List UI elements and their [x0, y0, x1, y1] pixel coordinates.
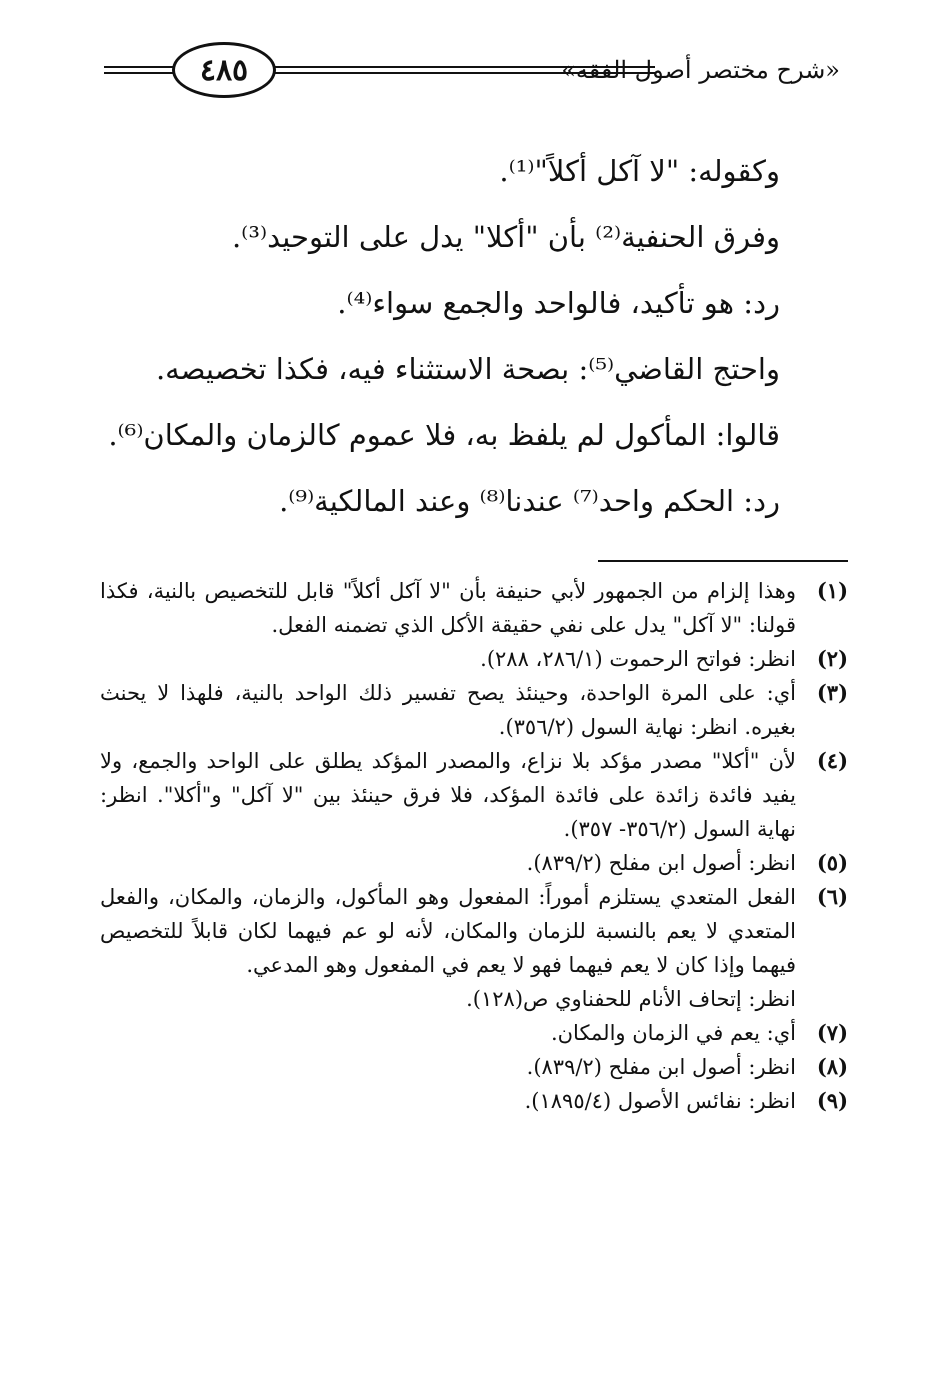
- footnote: [100, 676, 848, 744]
- main-line: واحتج القاضي⁽⁵⁾: بصحة الاستثناء فيه، فكذا تخصيصه.: [155, 352, 780, 386]
- footnote: [100, 846, 848, 880]
- footnote-text: أي: على المرة الواحدة، وحينئذ يصح تفسير ذلك الواحد بالنية، فلهذا لا يحنث بغيره. انظر: نهاية السول (٣٥٦/٢).: [100, 681, 796, 739]
- footnote: [100, 1016, 848, 1050]
- main-text: [108, 138, 780, 534]
- footnote-text: انظر: أصول ابن مفلح (٨٣٩/٢).: [526, 851, 796, 875]
- main-line: وفرق الحنفية⁽²⁾ بأن "أكلا" يدل على التوحيد⁽³⁾.: [231, 220, 780, 254]
- footnote-number: (٥): [816, 850, 848, 875]
- footnote-number: (٢): [816, 646, 848, 671]
- footnote: [100, 880, 848, 982]
- footnote-text: انظر: نفائس الأصول (١٨٩٥/٤).: [524, 1089, 796, 1113]
- main-line: رد: هو تأكيد، فالواحد والجمع سواء⁽⁴⁾.: [337, 286, 780, 320]
- page-number: ٤٨٥: [199, 52, 249, 88]
- footnote-text: الفعل المتعدي يستلزم أموراً: المفعول وهو المأكول، والزمان، والمكان، والفعل المتعدي لا يعم بالنسبة للزمان والمكان، لأنه لو عم فيهما لكان قابلاً للتخصيص فيهما وإذا كان لا يعم فيهما فهو لا يعم في المفعول وهو المدعي.: [100, 885, 796, 977]
- footnote-number: (٦): [816, 884, 848, 909]
- footnote-number: (٩): [816, 1088, 848, 1113]
- footnote: [100, 1050, 848, 1084]
- footnote-text: أي: يعم في الزمان والمكان.: [550, 1021, 796, 1045]
- header-rule-left: [104, 66, 180, 74]
- footnote-reference: انظر: إتحاف الأنام للحفناوي ص(١٢٨).: [466, 987, 796, 1011]
- footnote-text: انظر: أصول ابن مفلح (٨٣٩/٢).: [526, 1055, 796, 1079]
- footnote-text: انظر: فواتح الرحموت (٢٨٦/١، ٢٨٨).: [480, 647, 796, 671]
- footnote-number: (١): [816, 578, 848, 603]
- main-line: قالوا: المأكول لم يلفظ به، فلا عموم كالزمان والمكان⁽⁶⁾.: [108, 418, 780, 452]
- footnote-number: (٣): [816, 680, 848, 705]
- footnote: [100, 744, 848, 846]
- footnote-text: وهذا إلزام من الجمهور لأبي حنيفة بأن "لا آكل أكلاً" قابل للتخصيص بالنية، فكذا قولنا: "لا آكل" يدل على نفي حقيقة الأكل الذي تضمنه الفعل.: [100, 579, 796, 637]
- footnotes: [100, 574, 848, 1118]
- footnote-number: (٧): [816, 1020, 848, 1045]
- footnote-number: (٨): [816, 1054, 848, 1079]
- page-number-badge: [172, 42, 276, 98]
- book-title: «شرح مختصر أصول الفقه»: [561, 56, 840, 84]
- footnote: [100, 642, 848, 676]
- footnote-text: لأن "أكلا" مصدر مؤكد بلا نزاع، والمصدر المؤكد يطلق على الواحد والجمع، ولا يفيد فائدة زائدة على فائدة المؤكد، فلا فرق حينئذ بين "لا آكل" و"أكلا". انظر: نهاية السول (٣٥٦/٢- ٣٥٧).: [100, 749, 796, 841]
- footnote: [100, 574, 848, 642]
- footnote: [100, 1084, 848, 1118]
- footnote-number: (٤): [816, 748, 848, 773]
- footnote-separator: [598, 560, 848, 562]
- main-line: وكقوله: "لا آكل أكلاً"⁽¹⁾.: [499, 154, 780, 188]
- main-line: رد: الحكم واحد⁽⁷⁾ عندنا⁽⁸⁾ وعند المالكية⁽⁹⁾.: [279, 484, 780, 518]
